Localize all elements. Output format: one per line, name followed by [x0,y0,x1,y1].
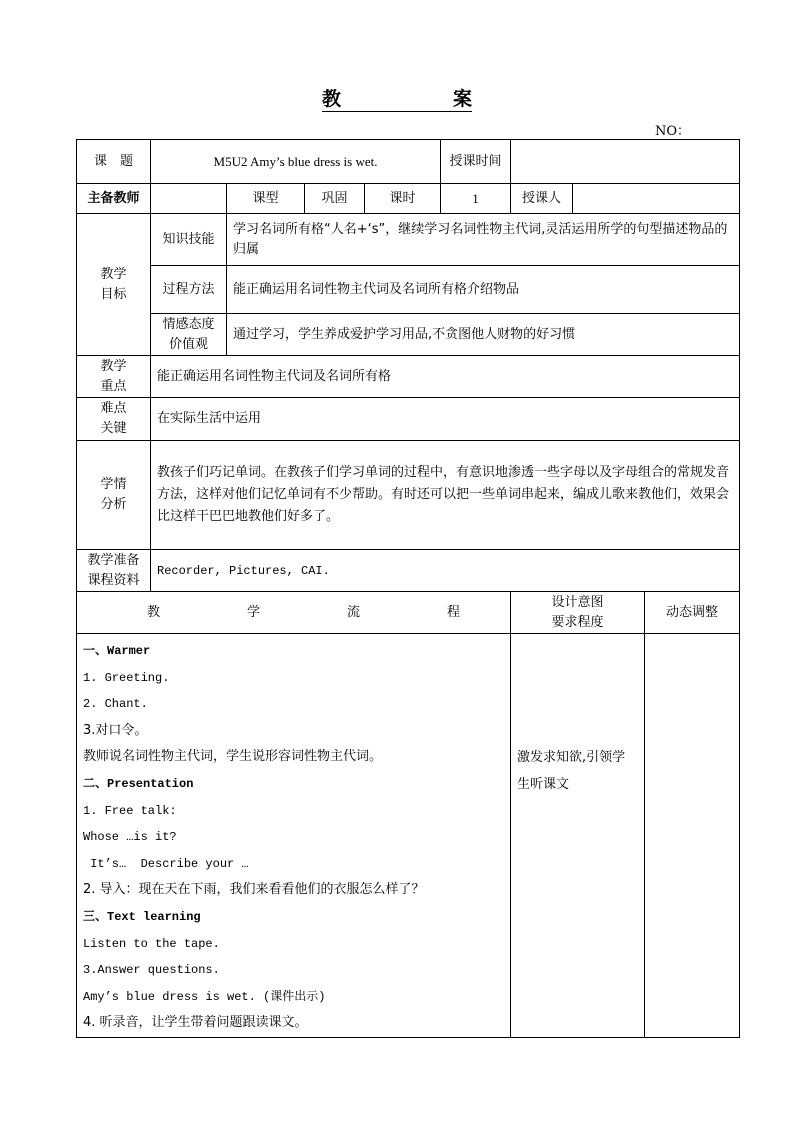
lesson-line: Listen to the tape. [83,936,220,951]
lesson-line: Whose …is it? [83,830,177,845]
topic-label: 课 题 [77,140,151,184]
process-label: 过程方法 [151,266,227,314]
analysis-label: 学情 分析 [77,441,151,550]
prep-value: Recorder, Pictures, CAI. [151,550,740,592]
focus-label: 教学 重点 [77,356,151,398]
lesson-line: 教师说名词性物主代词，学生说形容词性物主代词。 [83,749,383,765]
lecturer-value[interactable] [573,184,740,214]
objectives-label: 教学 目标 [77,214,151,356]
lesson-line: Amy’s blue dress is wet. (课件出示) [83,989,326,1004]
lesson-line: 一、Warmer [83,644,151,658]
teacher-label: 主备教师 [77,184,151,214]
lesson-line: 2. 导入：现在天在下雨，我们来看看他们的衣服怎么样了？ [83,882,425,898]
emotion-value: 通过学习，学生养成爱护学习用品,不贪图他人财物的好习惯 [227,314,740,356]
lecturer-label: 授课人 [511,184,573,214]
prep-label: 教学准备 课程资料 [77,550,151,592]
type-label: 课型 [227,184,305,214]
knowledge-label: 知识技能 [151,214,227,266]
lesson-plan-table [76,139,740,1038]
focus-value: 能正确运用名词性物主代词及名词所有格 [151,356,740,398]
title-underline [322,84,472,112]
lesson-line: 1. Free talk: [83,803,177,818]
hours-label: 课时 [365,184,441,214]
lesson-line: 2. Chant. [83,697,148,712]
lesson-line: It’s… Describe your … [83,856,249,871]
design-header: 设计意图 要求程度 [511,592,645,634]
difficulty-value: 在实际生活中运用 [151,398,740,441]
lesson-line: 3.对口令。 [83,722,148,738]
hours-value: 1 [441,184,511,214]
difficulty-label: 难点 关键 [77,398,151,441]
number-label: NO： [655,124,691,139]
dynamic-adjust[interactable] [645,634,740,1038]
lesson-line: 三、Text learning [83,909,201,924]
lesson-line: 4. 听录音，让学生带着问题跟读课文。 [83,1015,308,1031]
teacher-value[interactable] [151,184,227,214]
lesson-line: 1. Greeting. [83,670,170,685]
flow-header: 教 学 流 程 [77,592,511,634]
lesson-process [77,634,511,1038]
time-value[interactable] [511,140,740,184]
process-value: 能正确运用名词性物主代词及名词所有格介绍物品 [227,266,740,314]
knowledge-value: 学习名词所有格“人名+‘s”，继续学习名词性物主代词,灵活运用所学的句型描述物品的归属 [227,214,740,266]
lesson-line: 二、Presentation [83,776,194,791]
type-value: 巩固 [305,184,365,214]
document-title [0,84,794,112]
lesson-line: 3.Answer questions. [83,963,220,978]
adjust-header: 动态调整 [645,592,740,634]
topic-value: M5U2 Amy’s blue dress is wet. [151,140,441,184]
title-right: 案 [452,88,472,110]
design-intent: 激发求知欲,引领学生听课文 [511,634,645,1038]
emotion-label: 情感态度 价值观 [151,314,227,356]
time-label: 授课时间 [441,140,511,184]
analysis-value: 教孩子们巧记单词。在教孩子们学习单词的过程中，有意识地渗透一些字母以及字母组合的常规发音方法，这样对他们记忆单词有不少帮助。有时还可以把一些单词串起来，编成儿歌来教他们，效果会比这样干巴巴地教他们好多了。 [151,441,740,550]
title-left: 教 [322,88,342,110]
